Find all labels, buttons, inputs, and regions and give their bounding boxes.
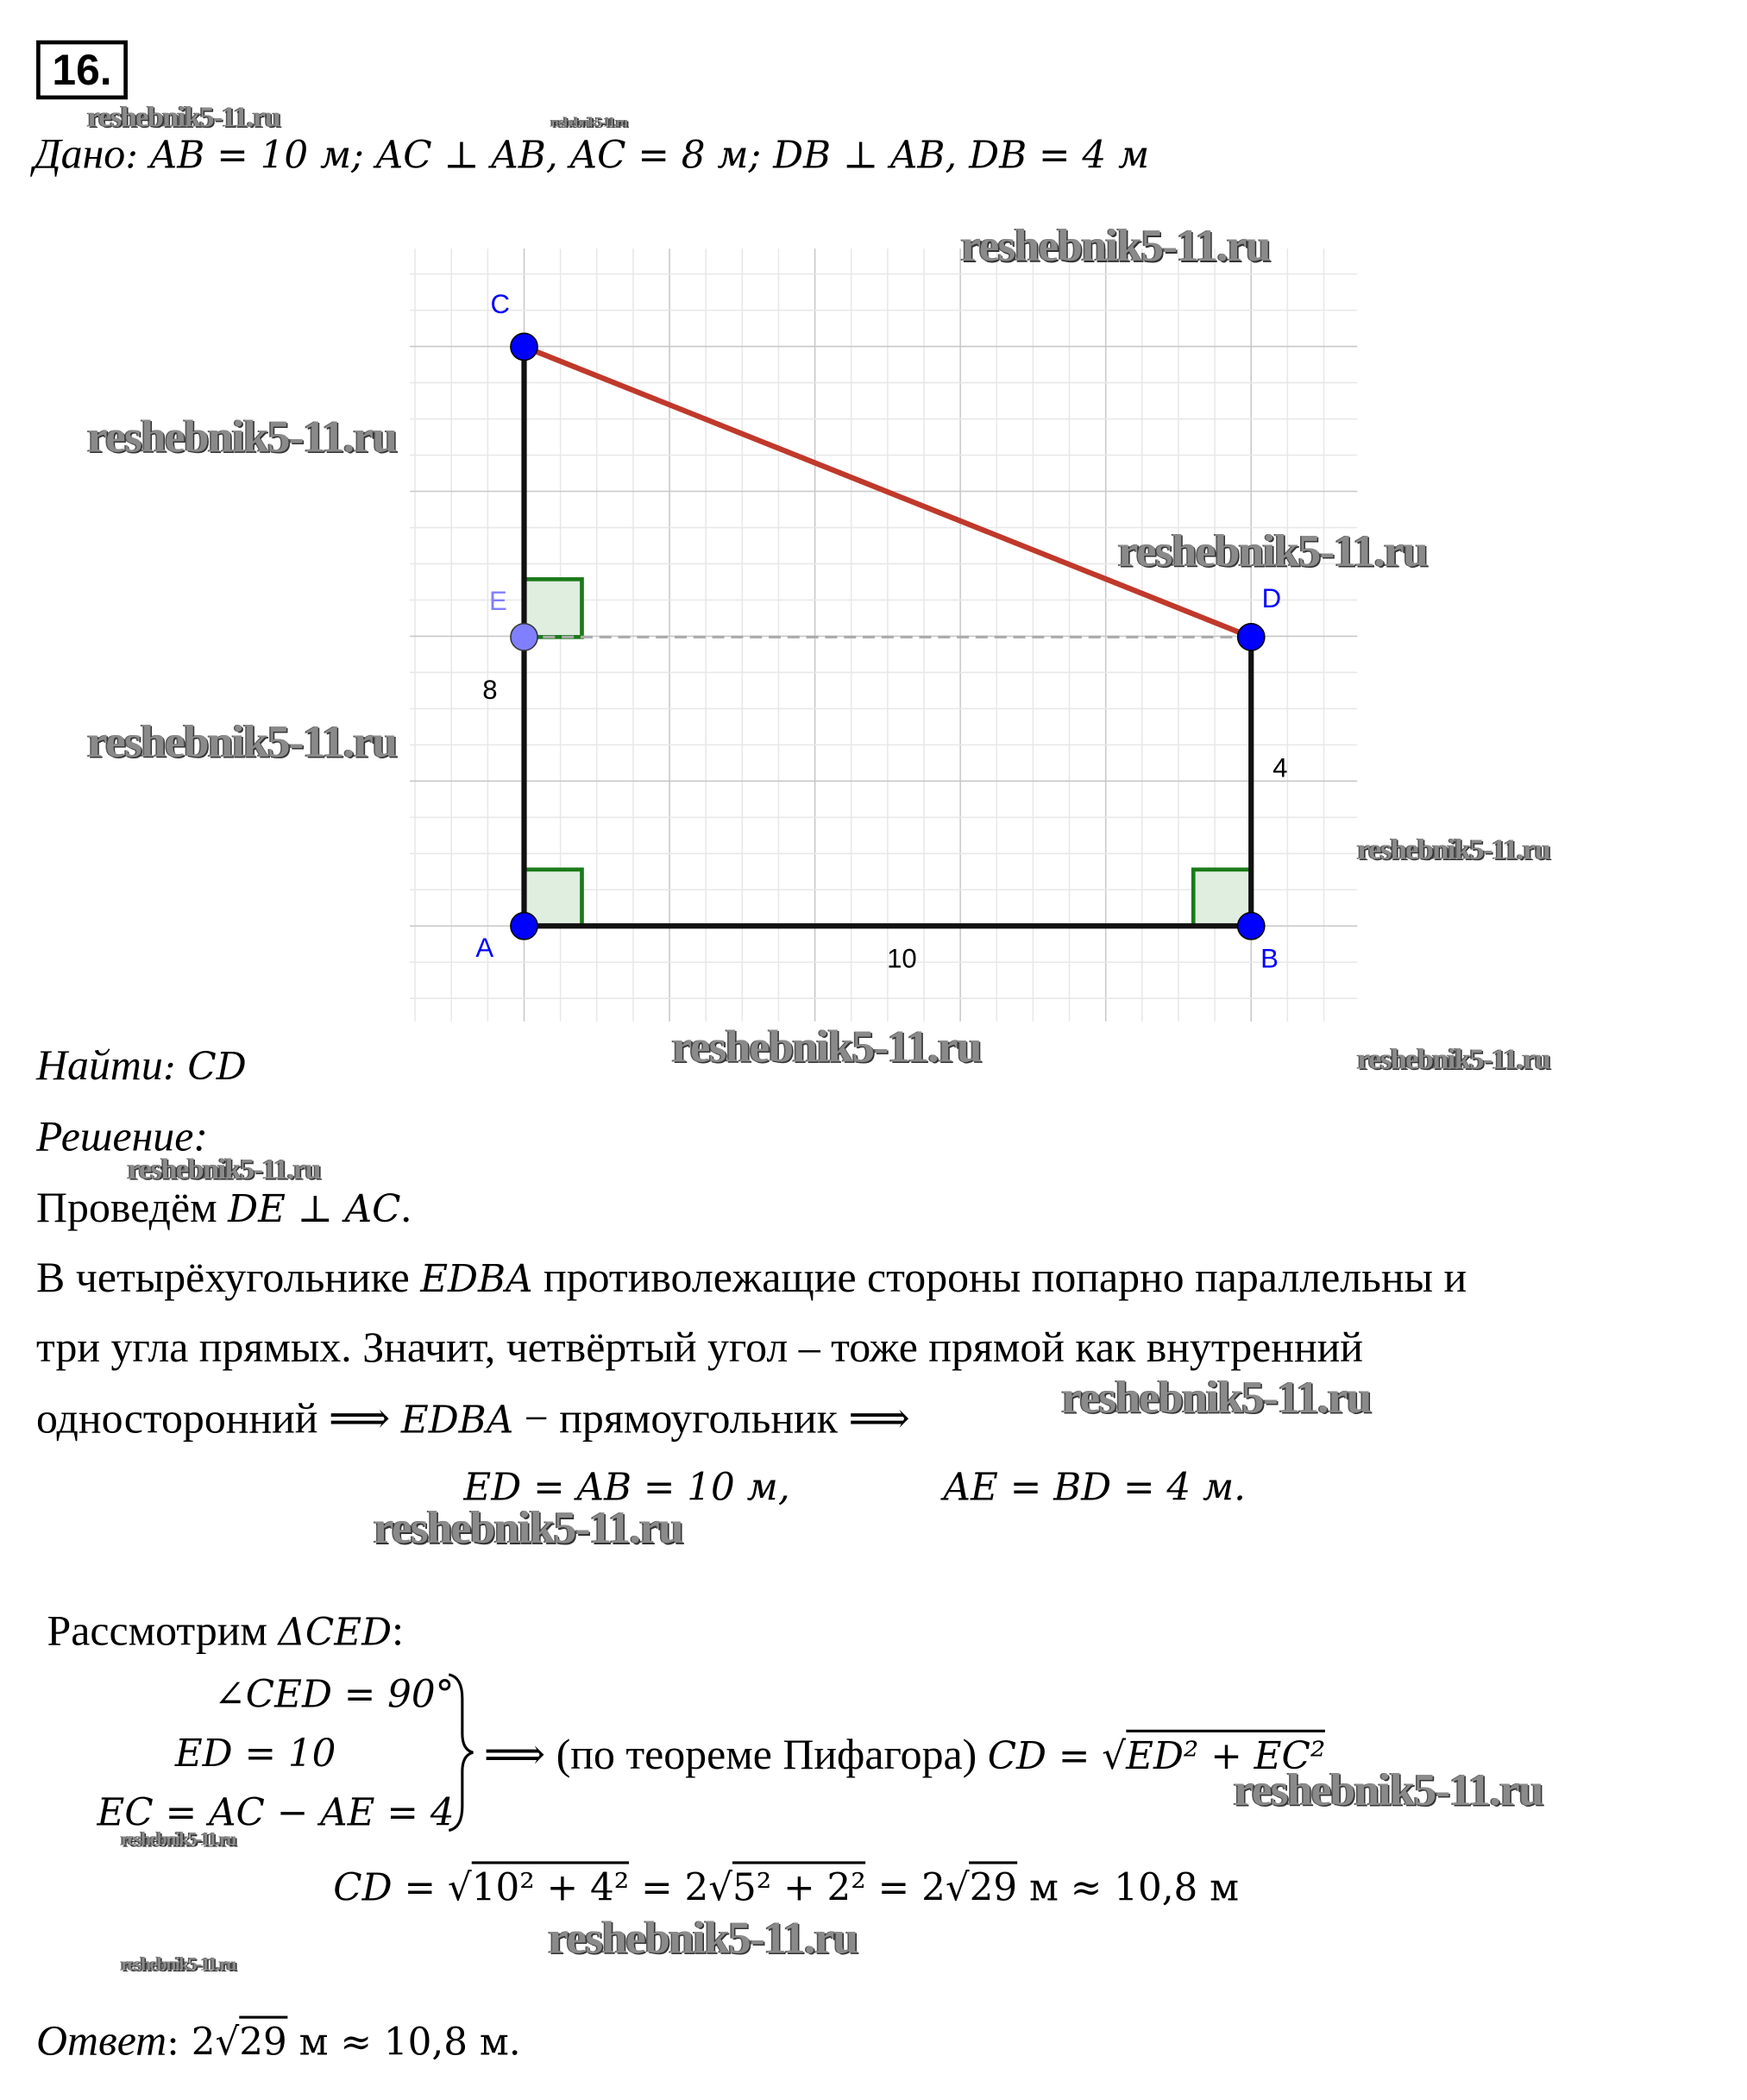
calc-radicand-3: 29 [970,1861,1018,1909]
implies-math: CD = √ [987,1733,1127,1778]
system-line-1: ∠CED = 90° [214,1671,455,1717]
consider-line [47,1606,404,1657]
implies-text: ⟹ (по теореме Пифагора) [483,1729,988,1778]
point-e [511,624,537,651]
find-line [36,1041,247,1091]
watermark: reshebnik5-11.ru [1357,1041,1550,1076]
answer-radicand: 29 [239,2016,287,2065]
p3-text-a: односторонний ⟹ [36,1393,401,1443]
label-b: B [1260,943,1279,974]
answer-label: Ответ [36,2015,167,2065]
watermark: reshebnik5-11.ru [1061,1373,1371,1424]
watermark: reshebnik5-11.ru [374,1504,683,1554]
p3-math: EDBA [400,1398,514,1443]
given-text: : AB = 10 м; AC ⊥ AB, AC = 8 м; DB ⊥ AB, DB = 4 м [125,133,1150,178]
consider-math: ΔCED [278,1610,393,1655]
watermark: reshebnik5-11.ru [87,412,397,462]
paragraph-line-3 [36,1393,910,1444]
watermark: reshebnik5-11.ru [960,222,1270,272]
length-label-4: 4 [1273,752,1288,783]
answer-text-b: м ≈ 10,8 м. [286,2020,521,2065]
find-label: Найти [36,1040,163,1089]
given-label: Дано [33,129,126,178]
equation-ed-ab: ED = AB = 10 м, [463,1464,790,1510]
pythagoras-line [484,1730,1326,1781]
label-a: A [475,933,494,964]
point-b [1238,913,1265,940]
watermark: reshebnik5-11.ru [87,717,397,768]
watermark: reshebnik5-11.ru [1118,526,1428,577]
consider-end: : [392,1606,404,1655]
point-c [511,333,537,360]
watermark: reshebnik5-11.ru [121,1830,236,1851]
point-a [511,913,537,940]
problem-number: 16. [36,41,128,100]
step1-end: . [400,1182,412,1231]
p1-math: EDBA [420,1256,533,1301]
watermark: reshebnik5-11.ru [548,1914,858,1964]
p1-text-a: В четырёхугольнике [36,1252,421,1301]
watermark: reshebnik5-11.ru [1357,832,1550,866]
solution-label: Решение: [36,1111,208,1160]
calculation-line [333,1865,1239,1909]
watermark: reshebnik5-11.ru [87,99,280,134]
step1-text: Проведём [36,1182,229,1231]
answer-line [36,2016,521,2067]
watermark: reshebnik5-11.ru [671,1022,981,1073]
system-brace [443,1672,475,1833]
paragraph-line-2: три угла прямых. Значит, четвёртый угол – тоже прямой как внутренний [36,1322,1363,1371]
step1-math: DE ⊥ AC [228,1186,401,1231]
answer-text-a: : 2√ [167,2020,240,2065]
implies-radicand: ED² + EC² [1126,1730,1325,1778]
step1-line [36,1183,412,1234]
p3-text-b: − прямоугольник ⟹ [513,1393,910,1443]
watermark: reshebnik5-11.ru [127,1151,320,1185]
paragraph-line-1 [36,1253,1467,1304]
consider-text: Рассмотрим [47,1606,279,1655]
calc-a: CD = √ [333,1865,472,1910]
length-label-8: 8 [482,675,498,706]
find-text: : CD [162,1044,247,1089]
watermark: reshebnik5-11.ru [121,1955,236,1976]
calc-d: м ≈ 10,8 м [1017,1865,1240,1910]
equation-ae-bd: AE = BD = 4 м. [943,1464,1247,1510]
length-label-10: 10 [887,943,917,974]
calc-radicand-1: 10² + 4² [472,1861,629,1909]
system-line-3: EC = AC − AE = 4 [97,1789,455,1835]
label-e: E [489,586,507,617]
watermark: reshebnik5-11.ru [1233,1765,1543,1816]
calc-b: = 2√ [629,1865,733,1910]
p1-text-b: противолежащие стороны попарно параллельны и [532,1252,1467,1301]
calc-radicand-2: 5² + 2² [732,1861,866,1909]
label-c: C [490,288,511,319]
label-d: D [1261,583,1282,614]
watermark: reshebnik5-11.ru [550,115,627,131]
calc-c: = 2√ [865,1865,970,1910]
system-line-2: ED = 10 [174,1731,336,1776]
point-d [1238,624,1265,651]
